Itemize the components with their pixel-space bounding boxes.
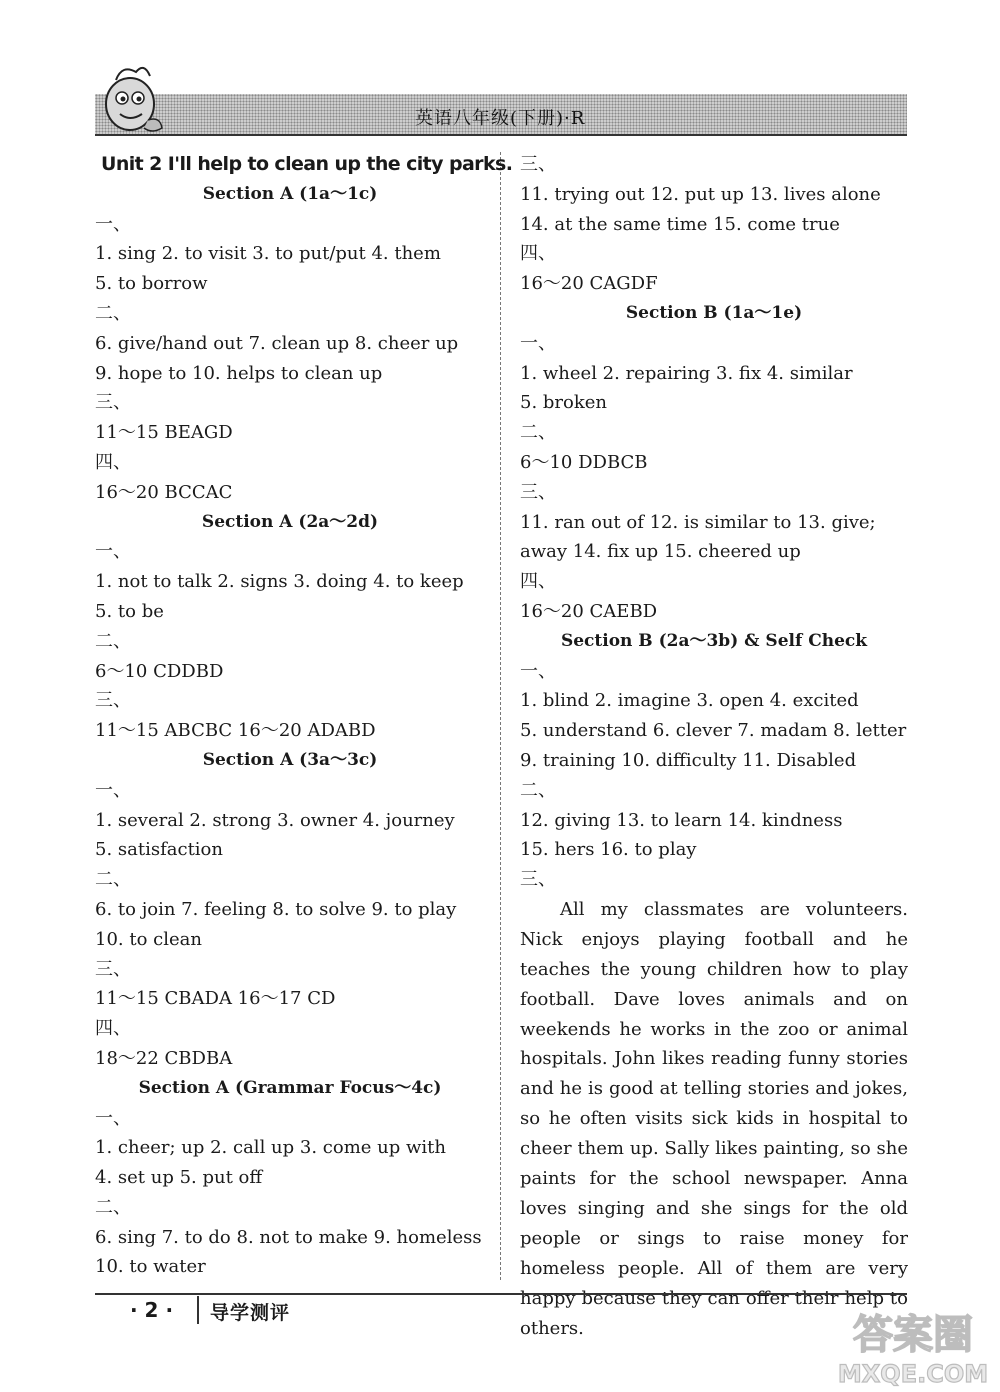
answer-line: 10. to water [95,1256,206,1278]
part-number: 二、 [95,630,131,652]
answer-line: 1. not to talk 2. signs 3. doing 4. to keep [95,571,464,593]
watermark-top: 答案圈 [853,1312,973,1358]
right-column [520,150,908,1344]
section-heading: Section A (2a～2d) [201,511,379,532]
answer-line: 16～20 BCCAC [95,481,233,503]
answer-line: 6～10 DDBCB [520,451,648,473]
part-number: 三、 [95,958,131,980]
part-number: 三、 [520,154,556,175]
answer-line: 6. to join 7. feeling 8. to solve 9. to play [95,898,457,920]
answer-line: 11. trying out 12. put up 13. lives alone [520,183,881,205]
answer-line: 1. blind 2. imagine 3. open 4. excited [520,690,859,712]
footer-rule [95,1293,907,1295]
answer-line: 6～10 CDDBD [95,660,224,682]
part-number: 三、 [95,690,131,712]
footer-separator [197,1296,199,1324]
part-number: 四、 [95,451,131,473]
part-number: 三、 [520,869,556,891]
page-number: · 2 · [130,1298,174,1322]
part-number: 一、 [520,332,556,354]
part-number: 二、 [95,302,131,324]
answer-line: 1. wheel 2. repairing 3. fix 4. similar [520,362,853,384]
part-number: 一、 [95,1107,131,1129]
footer-brand: 导学测评 [210,1302,291,1324]
column-divider [500,152,501,1280]
part-number: 二、 [95,1196,131,1218]
answer-line: away 14. fix up 15. cheered up [520,541,801,563]
part-number: 二、 [95,869,131,891]
answer-line: 11～15 CBADA 16～17 CD [95,988,336,1010]
answer-line: 9. hope to 10. helps to clean up [95,362,383,384]
section-heading: Section B (1a～1e) [625,302,803,323]
section-heading: Section B (2a～3b) & Self Check [560,630,868,651]
answer-line: 6. sing 7. to do 8. not to make 9. homeless [95,1226,482,1248]
mascot-logo [92,58,172,138]
answer-line: 5. broken [520,392,608,414]
unit-title: Unit 2 I'll help to clean up the city parks. [101,153,513,175]
part-number: 四、 [520,243,556,265]
answer-line: 12. giving 13. to learn 14. kindness [520,809,843,831]
answer-line: 15. hers 16. to play [520,839,697,861]
answer-line: 14. at the same time 15. come true [520,213,840,235]
answer-line: 4. set up 5. put off [95,1167,263,1189]
section-heading: Section A (3a～3c) [202,749,378,770]
part-number: 二、 [520,422,556,444]
part-number: 一、 [95,213,131,235]
answer-line: 11～15 BEAGD [95,422,233,444]
answer-line: 6. give/hand out 7. clean up 8. cheer up [95,332,459,354]
part-number: 三、 [95,392,131,414]
answer-line: 11～15 ABCBC 16～20 ADABD [95,720,376,742]
part-number: 二、 [520,779,556,801]
watermark-logo [838,1296,988,1388]
part-number: 一、 [520,660,556,682]
part-number: 一、 [95,541,131,563]
watermark-bottom: MXQE.COM [838,1360,988,1388]
answer-line: 16～20 CAEBD [520,600,658,622]
section-heading: Section A (Grammar Focus～4c) [138,1077,442,1098]
answer-line: 10. to clean [95,928,202,950]
answer-line: 5. to borrow [95,273,208,295]
answer-line: 11. ran out of 12. is similar to 13. give; [520,511,876,533]
answer-line: 16～20 CAGDF [520,273,658,295]
part-number: 四、 [520,571,556,593]
section-heading: Section A (1a～1c) [202,183,378,204]
answer-line: 5. satisfaction [95,839,223,861]
answer-line: 1. sing 2. to visit 3. to put/put 4. them [95,243,441,265]
answer-line: 5. to be [95,600,164,622]
header-title: 英语八年级(下册)·R [415,108,586,129]
answer-line: 18～22 CBDBA [95,1047,233,1069]
answer-line: 5. understand 6. clever 7. madam 8. letter [520,720,907,742]
part-number: 三、 [520,481,556,503]
answer-line: 9. training 10. difficulty 11. Disabled [520,749,857,771]
left-column [95,150,513,1282]
part-number: 四、 [95,1018,131,1040]
essay-paragraph: All my classmates are volunteers. Nick enjoys playing football and he teaches the young children how to play football. Dave loves animals and on weekends he works in the zoo or animal hospitals. John likes reading funny stories and he is good at telling stories and jokes, so he often visits sick kids in hospital to cheer them up. Sally likes painting, so she paints for the school newspaper. Anna loves singing and she sings for the old people or sings to raise money for homeless people. All of them are very happy because they can offer their help to others. [520,898,908,1339]
answer-line: 1. several 2. strong 3. owner 4. journey [95,809,455,831]
part-number: 一、 [95,779,131,801]
answer-line: 1. cheer; up 2. call up 3. come up with [95,1137,446,1159]
